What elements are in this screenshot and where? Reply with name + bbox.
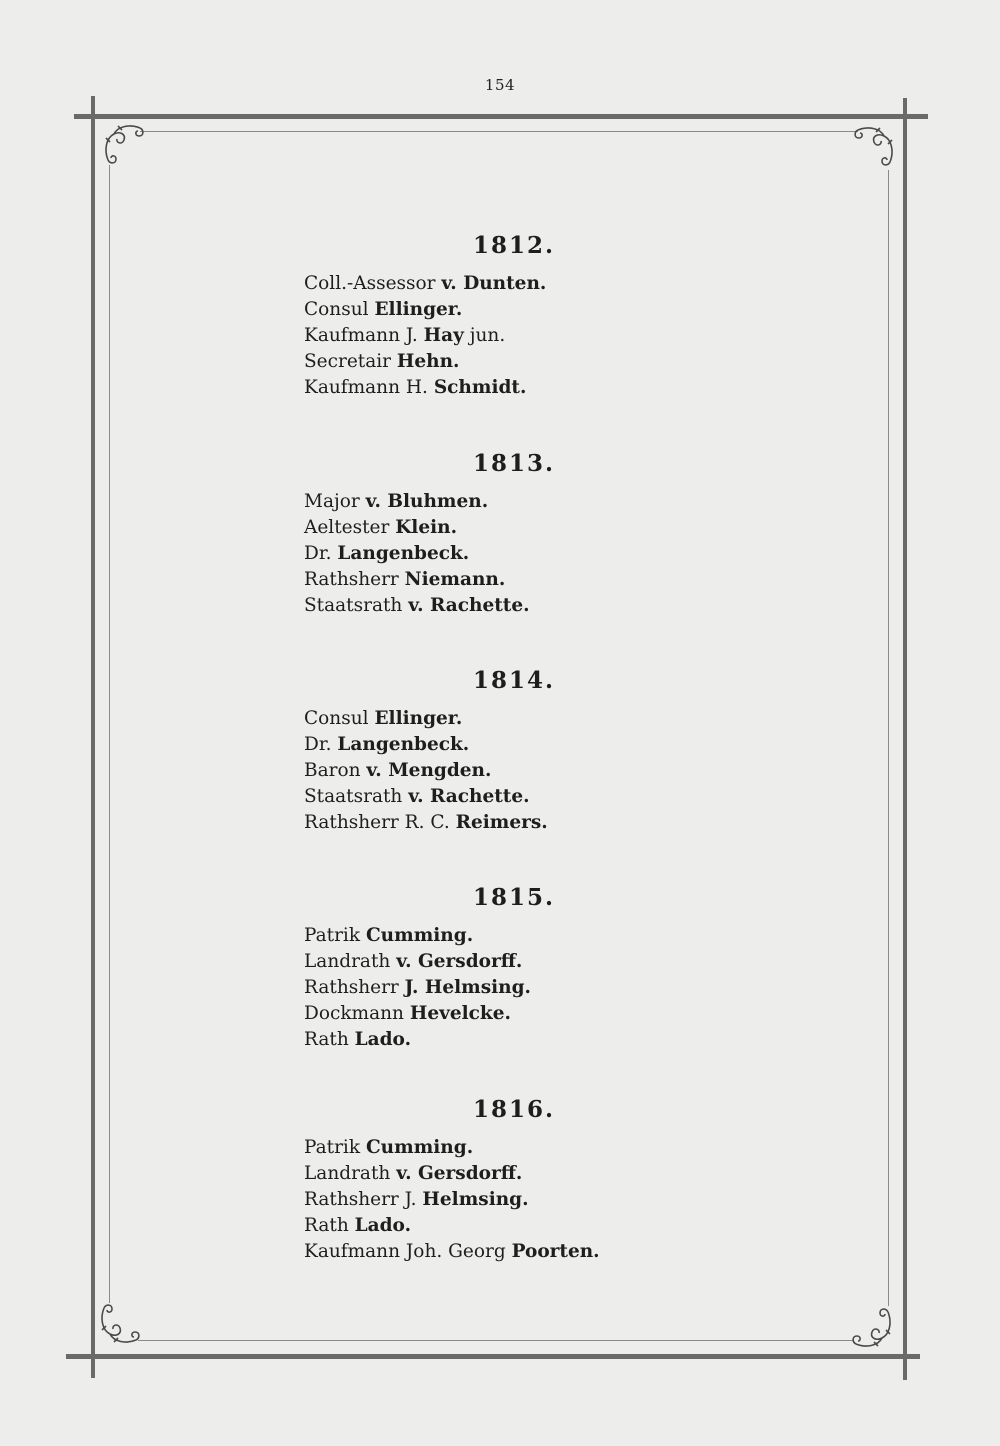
list-item [304, 1001, 594, 1027]
frame-left-rule [91, 96, 95, 1378]
entry-title: Landrath [304, 1163, 391, 1185]
member-list [304, 1135, 600, 1265]
entry-name: Lado. [354, 1029, 412, 1051]
list-item [304, 949, 594, 975]
member-list [304, 706, 594, 836]
frame-inner-left-rule [109, 165, 110, 1303]
entry-name: Reimers. [455, 812, 548, 834]
year-section-1812 [304, 212, 594, 401]
list-item [304, 732, 594, 758]
corner-ornament-bottom-right-icon [848, 1304, 896, 1352]
list-item [304, 1239, 600, 1265]
list-item [304, 567, 594, 593]
entry-title: Staatsrath [304, 595, 403, 617]
year-heading: 1815. [472, 884, 556, 912]
year-section-1813 [304, 430, 594, 619]
entry-name: v. Dunten. [441, 273, 547, 295]
entry-name: Cumming. [365, 1137, 474, 1159]
entry-name: Hehn. [396, 351, 460, 373]
list-item [304, 375, 594, 401]
list-item [304, 1213, 600, 1239]
list-item [304, 784, 594, 810]
entry-title: Rath [304, 1029, 349, 1051]
year-heading: 1812. [472, 232, 556, 260]
entry-title: Rathsherr R. C. [304, 812, 450, 834]
year-section-1815 [304, 864, 594, 1053]
corner-ornament-top-left-icon [100, 120, 148, 168]
entry-title: Patrik [304, 925, 361, 947]
entry-name: Klein. [395, 517, 458, 539]
member-list [304, 271, 594, 401]
list-item [304, 975, 594, 1001]
list-item [304, 810, 594, 836]
entry-name: Schmidt. [433, 377, 527, 399]
entry-title: Aeltester [304, 517, 390, 539]
entry-title: Landrath [304, 951, 391, 973]
member-list [304, 489, 594, 619]
frame-bottom-rule [66, 1354, 920, 1359]
entry-name: Ellinger. [374, 299, 463, 321]
frame-top-rule [74, 114, 928, 119]
entry-title: Rathsherr J. [304, 1189, 417, 1211]
entry-title: Staatsrath [304, 786, 403, 808]
list-item [304, 297, 594, 323]
entry-title: Rathsherr [304, 977, 399, 999]
entry-title: Secretair [304, 351, 391, 373]
entry-title: Rath [304, 1215, 349, 1237]
list-item [304, 593, 594, 619]
entry-name: Niemann. [404, 569, 506, 591]
year-heading: 1816. [472, 1096, 556, 1124]
entry-title: Kaufmann Joh. Georg [304, 1241, 506, 1263]
entry-name: Langenbeck. [337, 543, 470, 565]
list-item [304, 323, 594, 349]
list-item [304, 1135, 600, 1161]
entry-title: Dr. [304, 543, 332, 565]
corner-ornament-top-right-icon [850, 122, 898, 170]
list-item [304, 271, 594, 297]
member-list [304, 923, 594, 1053]
entry-title: Kaufmann J. [304, 325, 418, 347]
list-item [304, 758, 594, 784]
entry-name: Ellinger. [374, 708, 463, 730]
entry-title: Dockmann [304, 1003, 404, 1025]
entry-title: Dr. [304, 734, 332, 756]
entry-name: v. Mengden. [366, 760, 492, 782]
list-item [304, 923, 594, 949]
entry-name: v. Rachette. [408, 595, 530, 617]
entry-name: Cumming. [365, 925, 474, 947]
entry-name: v. Rachette. [408, 786, 530, 808]
entry-suffix: jun. [469, 325, 506, 347]
entry-title: Rathsherr [304, 569, 399, 591]
entry-name: v. Gersdorff. [396, 951, 523, 973]
frame-inner-top-rule [140, 131, 858, 132]
list-item [304, 1027, 594, 1053]
list-item [304, 706, 594, 732]
entry-name: Langenbeck. [337, 734, 470, 756]
list-item [304, 349, 594, 375]
frame-inner-bottom-rule [138, 1340, 854, 1341]
entry-title: Coll.-Assessor [304, 273, 436, 295]
entry-title: Consul [304, 299, 369, 321]
entry-title: Patrik [304, 1137, 361, 1159]
entry-name: J. Helmsing. [404, 977, 531, 999]
entry-name: v. Gersdorff. [396, 1163, 523, 1185]
entry-name: Helmsing. [422, 1189, 529, 1211]
list-item [304, 1187, 600, 1213]
list-item [304, 489, 594, 515]
year-heading: 1814. [472, 667, 556, 695]
entry-name: v. Bluhmen. [365, 491, 489, 513]
list-item [304, 1161, 600, 1187]
entry-name: Hevelcke. [409, 1003, 511, 1025]
entry-name: Poorten. [511, 1241, 600, 1263]
year-section-1816 [304, 1076, 600, 1265]
entry-title: Consul [304, 708, 369, 730]
entry-title: Kaufmann H. [304, 377, 428, 399]
page-number: 154 [484, 76, 516, 94]
list-item [304, 515, 594, 541]
entry-name: Hay [423, 325, 464, 347]
year-section-1814 [304, 647, 594, 836]
list-item [304, 541, 594, 567]
frame-right-rule [903, 98, 907, 1380]
corner-ornament-bottom-left-icon [96, 1300, 144, 1348]
frame-inner-right-rule [888, 170, 889, 1306]
entry-name: Lado. [354, 1215, 412, 1237]
entry-title: Baron [304, 760, 361, 782]
entry-title: Major [304, 491, 360, 513]
year-heading: 1813. [472, 450, 556, 478]
